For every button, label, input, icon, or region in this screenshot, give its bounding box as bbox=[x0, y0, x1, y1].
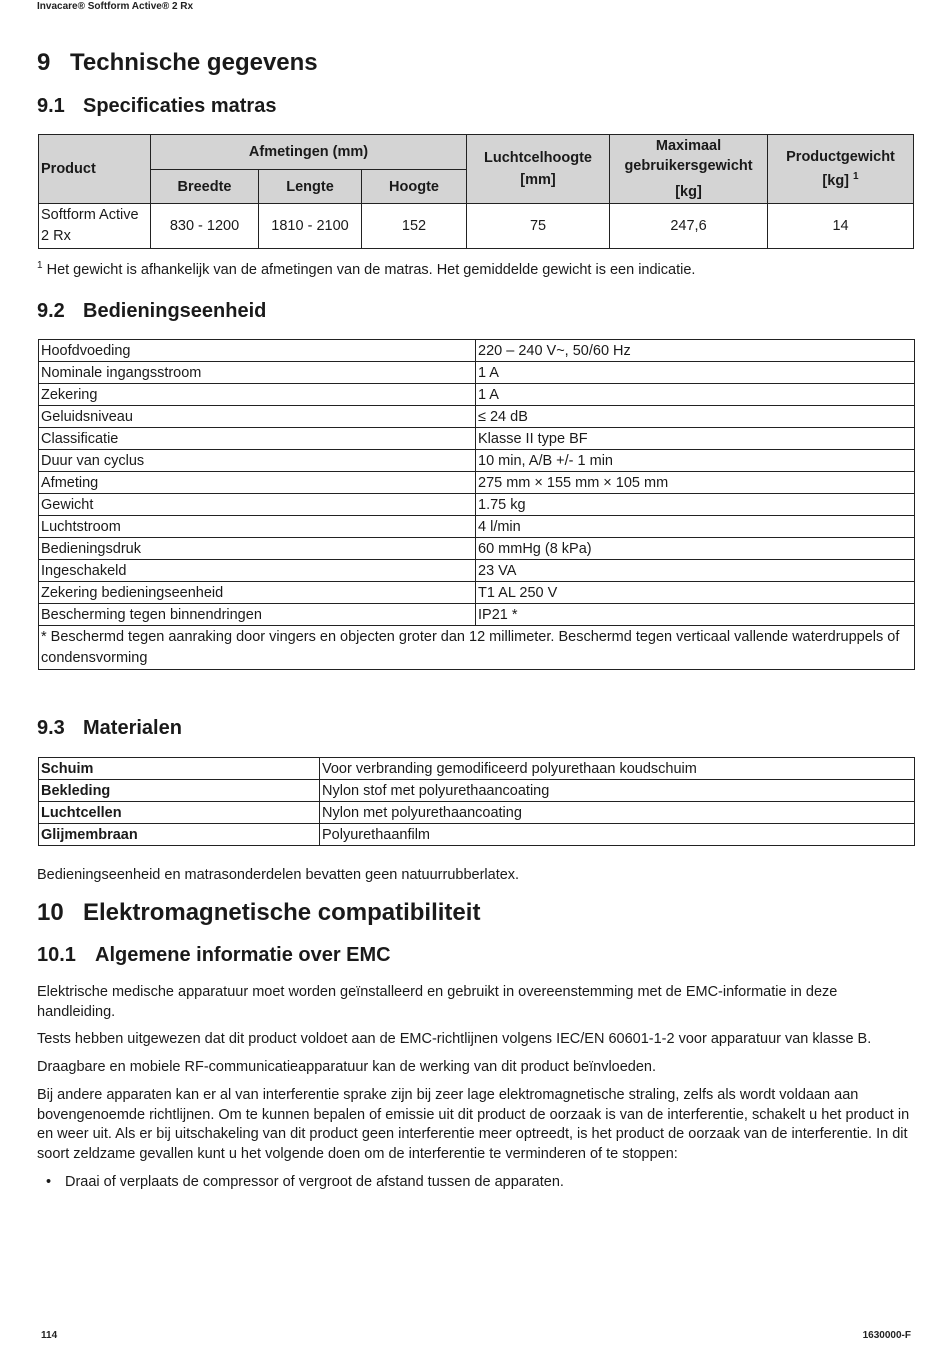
page-number: 114 bbox=[41, 1330, 58, 1341]
header-aircell-unit: [mm] bbox=[520, 172, 556, 188]
header-maxuser-line2: gebruikersgewicht bbox=[624, 158, 753, 174]
table-row bbox=[39, 758, 915, 780]
spec-value: 23 VA bbox=[476, 560, 915, 582]
spec-value: 220 – 240 V~, 50/60 Hz bbox=[476, 340, 915, 362]
spec-label: Hoofdvoeding bbox=[39, 340, 476, 362]
spec-label: Duur van cyclus bbox=[39, 450, 476, 472]
material-label: Luchtcellen bbox=[39, 802, 320, 824]
material-value: Nylon stof met polyurethaancoating bbox=[320, 780, 915, 802]
cell-aircell: 75 bbox=[467, 204, 610, 249]
header-maxuser-line1: Maximaal bbox=[655, 138, 722, 154]
spec-value: 60 mmHg (8 kPa) bbox=[476, 538, 915, 560]
section-number: 9.2 bbox=[37, 300, 65, 322]
table-row bbox=[39, 204, 914, 249]
spec-value: 4 l/min bbox=[476, 516, 915, 538]
spec-label: Afmeting bbox=[39, 472, 476, 494]
header-maxuser-unit: [kg] bbox=[675, 184, 702, 200]
table-row bbox=[39, 428, 915, 450]
footnote-number: 1 bbox=[37, 260, 43, 272]
spec-label: Bedieningsdruk bbox=[39, 538, 476, 560]
spec-label: Bescherming tegen binnendringen bbox=[39, 604, 476, 626]
material-label: Schuim bbox=[39, 758, 320, 780]
spec-label: Zekering bedieningseenheid bbox=[39, 582, 476, 604]
header-height: Hoogte bbox=[362, 170, 467, 204]
document-header: Invacare® Softform Active® 2 Rx bbox=[37, 1, 194, 12]
protection-note: * Beschermd tegen aanraking door vingers en objecten groter dan 12 millimeter. Beschermd tegen verticaal vallende waterdruppels of condensvorming bbox=[39, 626, 915, 670]
spec-label: Zekering bbox=[39, 384, 476, 406]
paragraph: Tests hebben uitgewezen dat dit product voldoet aan de EMC-richtlijnen volgens IEC/EN 60601-1-2 voor apparatuur van klasse B. bbox=[37, 1031, 872, 1047]
spec-label: Classificatie bbox=[39, 428, 476, 450]
spec-value: 10 min, A/B +/- 1 min bbox=[476, 450, 915, 472]
spec-value: IP21 * bbox=[476, 604, 915, 626]
material-value: Polyurethaanfilm bbox=[320, 824, 915, 846]
table-row bbox=[39, 824, 915, 846]
paragraph: Draagbare en mobiele RF-communicatieapparatuur kan de werking van dit product beïnvloeden. bbox=[37, 1059, 657, 1075]
table-row bbox=[39, 626, 915, 670]
table-row bbox=[39, 450, 915, 472]
table-row bbox=[39, 604, 915, 626]
header-dimensions: Afmetingen (mm) bbox=[151, 135, 467, 170]
section-heading-9-3 bbox=[37, 717, 182, 740]
section-heading-10 bbox=[37, 899, 480, 927]
header-aircell-height bbox=[467, 135, 610, 204]
material-value: Nylon met polyurethaancoating bbox=[320, 802, 915, 824]
header-aircell-label: Luchtcelhoogte bbox=[484, 150, 592, 166]
table-row bbox=[39, 472, 915, 494]
table-row bbox=[39, 560, 915, 582]
section-title: Technische gegevens bbox=[70, 49, 318, 76]
bullet-icon: • bbox=[46, 1174, 52, 1190]
section-title: Specificaties matras bbox=[83, 95, 277, 117]
spec-value: 1 A bbox=[476, 384, 915, 406]
spec-value: ≤ 24 dB bbox=[476, 406, 915, 428]
header-length: Lengte bbox=[259, 170, 362, 204]
table-row bbox=[39, 802, 915, 824]
spec-label: Luchtstroom bbox=[39, 516, 476, 538]
paragraph: Elektrische medische apparatuur moet worden geïnstalleerd en gebruikt in overeenstemming met de EMC-informatie in deze handleiding. bbox=[37, 984, 838, 1020]
header-width: Breedte bbox=[151, 170, 259, 204]
table-row bbox=[39, 516, 915, 538]
section-number: 10 bbox=[37, 899, 64, 926]
footnote bbox=[37, 261, 912, 281]
spec-value: T1 AL 250 V bbox=[476, 582, 915, 604]
spec-label: Gewicht bbox=[39, 494, 476, 516]
header-weight-unit: [kg] bbox=[822, 173, 850, 189]
section-title: Bedieningseenheid bbox=[83, 300, 267, 322]
cell-product-line2: 2 Rx bbox=[41, 228, 71, 244]
cell-product-line1: Softform Active bbox=[41, 207, 139, 223]
header-weight-unit-line bbox=[770, 171, 911, 191]
table-row bbox=[39, 340, 915, 362]
table-row bbox=[39, 582, 915, 604]
section-number: 9.1 bbox=[37, 95, 65, 117]
header-product-weight bbox=[768, 135, 914, 204]
footnote-marker: 1 bbox=[853, 171, 859, 183]
cell-width: 830 - 1200 bbox=[151, 204, 259, 249]
spec-value: Klasse II type BF bbox=[476, 428, 915, 450]
materials-table bbox=[38, 757, 915, 846]
section-title: Materialen bbox=[83, 717, 182, 739]
section-title: Algemene informatie over EMC bbox=[95, 944, 391, 966]
spec-value: 1.75 kg bbox=[476, 494, 915, 516]
document-code: 1630000-F bbox=[862, 1330, 911, 1341]
material-label: Bekleding bbox=[39, 780, 320, 802]
header-max-user-weight bbox=[610, 135, 768, 204]
material-value: Voor verbranding gemodificeerd polyurethaan koudschuim bbox=[320, 758, 915, 780]
section-title: Elektromagnetische compatibiliteit bbox=[83, 899, 481, 926]
paragraph: Bij andere apparaten kan er al van interferentie sprake zijn bij zeer lage elektromagnetische straling, zelfs als wordt voldaan aan bovengenoemde richtlijnen. Om te kunnen bepalen of emissie uit dit product de oorzaak is van de interferentie, schakelt u het product in en weer uit. Als er bij uitschakeling van dit product geen interferentie meer optreedt, is het product de oorzaak van de interferentie. In dit soort zeldzame gevallen kunt u het volgende doen om de interferentie te verminderen of te stoppen: bbox=[37, 1087, 910, 1162]
section-number: 9.3 bbox=[37, 717, 65, 739]
footnote-text: Het gewicht is afhankelijk van de afmetingen van de matras. Het gemiddelde gewicht is een indicatie. bbox=[46, 262, 696, 278]
header-product: Product bbox=[39, 135, 151, 204]
table-row bbox=[39, 538, 915, 560]
table-row bbox=[39, 780, 915, 802]
section-heading-9 bbox=[37, 49, 318, 77]
cell-product bbox=[39, 204, 151, 249]
table-row bbox=[39, 494, 915, 516]
spec-label: Ingeschakeld bbox=[39, 560, 476, 582]
header-weight-label: Productgewicht bbox=[786, 149, 895, 165]
bullet-text: Draai of verplaats de compressor of vergroot de afstand tussen de apparaten. bbox=[65, 1174, 564, 1190]
section-number: 9 bbox=[37, 49, 51, 76]
section-heading-9-2 bbox=[37, 300, 266, 323]
latex-note: Bedieningseenheid en matrasonderdelen bevatten geen natuurrubberlatex. bbox=[37, 867, 520, 883]
cell-length: 1810 - 2100 bbox=[259, 204, 362, 249]
control-unit-table bbox=[38, 339, 915, 670]
table-row bbox=[39, 406, 915, 428]
section-heading-9-1 bbox=[37, 95, 276, 118]
cell-height: 152 bbox=[362, 204, 467, 249]
spec-label: Geluidsniveau bbox=[39, 406, 476, 428]
spec-value: 1 A bbox=[476, 362, 915, 384]
table-row bbox=[39, 384, 915, 406]
spec-label: Nominale ingangsstroom bbox=[39, 362, 476, 384]
section-heading-10-1 bbox=[37, 944, 391, 967]
material-label: Glijmembraan bbox=[39, 824, 320, 846]
cell-weight: 14 bbox=[768, 204, 914, 249]
mattress-spec-table bbox=[38, 134, 914, 249]
section-number: 10.1 bbox=[37, 944, 76, 966]
cell-maxuser: 247,6 bbox=[610, 204, 768, 249]
table-row bbox=[39, 362, 915, 384]
spec-value: 275 mm × 155 mm × 105 mm bbox=[476, 472, 915, 494]
